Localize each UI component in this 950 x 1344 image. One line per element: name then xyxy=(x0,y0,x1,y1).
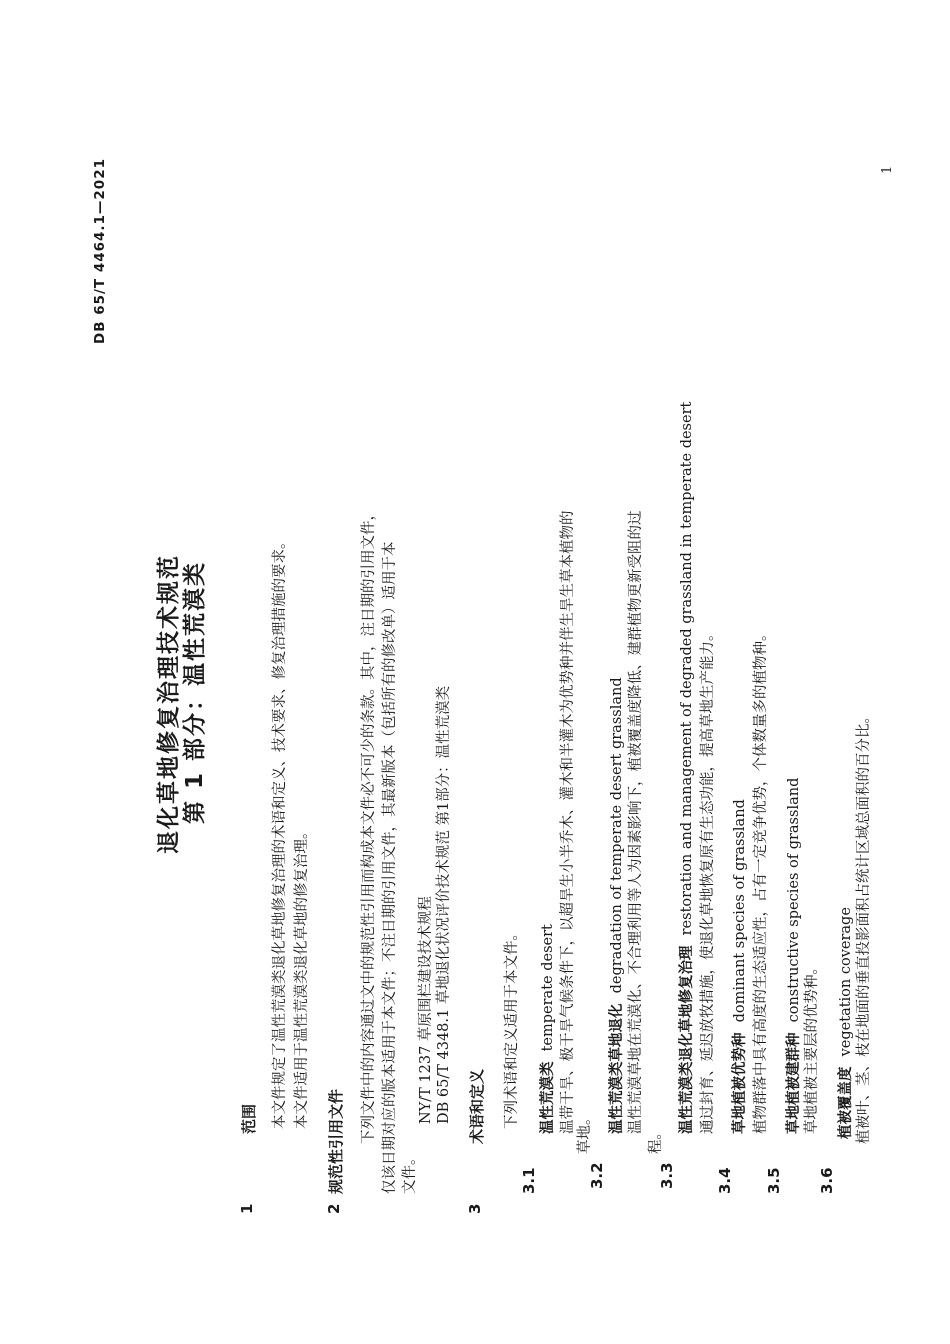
term-3-3-number: 3.3 xyxy=(658,1162,676,1189)
section-3-title: 术语和定义 xyxy=(468,1068,486,1144)
term-3-6-title: 植被覆盖度 vegetation coverage xyxy=(837,907,854,1139)
term-3-1-definition-a: 温带干旱、极干旱气候条件下，以超旱生小半乔木、灌木和半灌木为优势种并伴生旱生草本植物的 xyxy=(560,510,576,1134)
term-3-5-title: 草地植被建群种 constructive species of grassland xyxy=(785,777,802,1134)
term-3-3-title: 温性荒漠类退化草地修复治理 restoration and management of degraded grassland in temperate desert xyxy=(678,401,695,1134)
term-3-1-number: 3.1 xyxy=(520,1167,538,1194)
term-3-1-title: 温性荒漠类 temperate desert xyxy=(539,924,556,1134)
term-3-2-definition-b: 程。 xyxy=(648,1125,664,1154)
section-1-title: 范围 xyxy=(240,1103,258,1134)
reference-1: NY/T 1237 草原围栏建设技术规程 xyxy=(418,896,434,1124)
section-2-para-1c: 文件。 xyxy=(402,1150,418,1194)
doc-title-line2: 第 1 部分：温性荒漠类 xyxy=(182,560,208,824)
term-3-2-title: 温性荒漠类草地退化 degradation of temperate desert grassland xyxy=(608,677,625,1134)
term-3-4-number: 3.4 xyxy=(716,1167,734,1194)
doc-code-header: DB 65/T 4464.1—2021 xyxy=(92,158,108,344)
term-3-6-number: 3.6 xyxy=(818,1167,836,1194)
term-3-1-definition-b: 草地。 xyxy=(577,1110,593,1154)
term-3-6-definition: 植被叶、茎、枝在地面的垂直投影面积占统计区域总面积的百分比。 xyxy=(856,709,872,1144)
term-3-5-number: 3.5 xyxy=(765,1167,783,1194)
section-2-title: 规范性引用文件 xyxy=(327,1088,345,1194)
section-2-number: 2 xyxy=(325,1203,343,1214)
reference-2: DB 65/T 4348.1 草地退化状况评价技术规范 第1部分：温性荒漠类 xyxy=(436,685,452,1124)
section-1-para-2: 本文件适用于温性荒漠类退化草地的修复治理。 xyxy=(294,824,310,1129)
section-2-para-1a: 下列文件中的内容通过文中的规范性引用而构成本文件必不可少的条款。其中，注日期的引用文件， xyxy=(361,506,377,1144)
term-3-5-definition: 草地植被主要层的优势种。 xyxy=(804,960,820,1134)
section-2-para-1b: 仅该日期对应的版本适用于本文件；不注日期的引用文件，其最新版本（包括所有的修改单）适用于本 xyxy=(382,541,398,1194)
section-3-number: 3 xyxy=(466,1203,484,1214)
section-1-number: 1 xyxy=(238,1203,256,1214)
term-3-2-number: 3.2 xyxy=(588,1162,606,1189)
term-3-3-definition: 通过封育、延迟放牧措施，使退化草地恢复原有生态功能，提高草地生产能力。 xyxy=(700,626,716,1134)
section-1-para-1: 本文件规定了温性荒漠类退化草地修复治理的术语和定义、技术要求、修复治理措施的要求。 xyxy=(272,534,288,1129)
term-3-4-definition: 植物群落中具有高度的生态适应性，占有一定竞争优势，个体数量多的植物种。 xyxy=(753,626,769,1134)
page-number: 1 xyxy=(880,165,895,174)
section-3-intro: 下列术语和定义适用于本文件。 xyxy=(504,926,520,1129)
term-3-2-definition-a: 温性荒漠草地在荒漠化、不合理利用等人为因素影响下，植被覆盖度降低、建群植物更新受阻的过 xyxy=(628,510,644,1134)
term-3-4-title: 草地植被优势种 dominant species of grassland xyxy=(731,799,748,1134)
doc-title-line1: 退化草地修复治理技术规范 xyxy=(156,554,182,854)
